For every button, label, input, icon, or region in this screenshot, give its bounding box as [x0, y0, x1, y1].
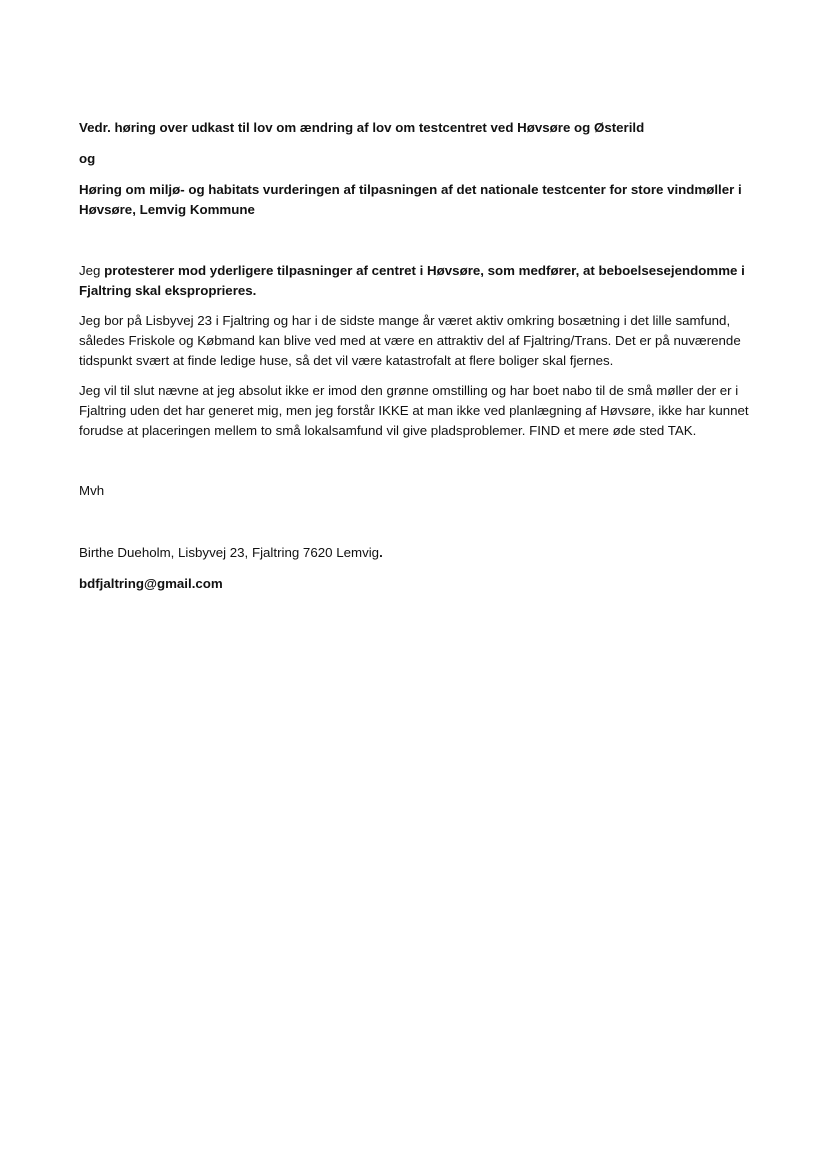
body-paragraph-1: Jeg bor på Lisbyvej 23 i Fjaltring og har i de sidste mange år været aktiv omkring bosætning i det lille samfund, således Friskole og Købmand kan blive ved med at være en attraktiv del af Fjaltring/Trans. Det er på nuværende tidspunkt svært at finde ledige huse, så det vil være katastrofalt at flere boliger skal fjernes.: [79, 313, 741, 368]
sender-email: bdfjaltring@gmail.com: [79, 576, 223, 591]
letter-body: [79, 118, 751, 594]
body-paragraph-2: Jeg vil til slut nævne at jeg absolut ikke er imod den grønne omstilling og har boet nabo til de små møller der er i Fjaltring uden det har generet mig, men jeg forstår IKKE at man ikke ved planlægning af Høvsøre, ikke har kunnet forudse at placeringen mellem to små lokalsamfund vil give pladsproblemer. FIND et mere øde sted TAK.: [79, 383, 749, 438]
sender-info: [79, 543, 751, 563]
subject-line-2: Høring om miljø- og habitats vurderingen af tilpasningen af det nationale testcenter for store vindmøller i Høvsøre, Lemvig Kommune: [79, 182, 742, 217]
sender-period: .: [379, 545, 383, 560]
closing-greeting: Mvh: [79, 483, 105, 498]
sender-address: Birthe Dueholm, Lisbyvej 23, Fjaltring 7620 Lemvig: [79, 545, 380, 560]
protest-statement: protesterer mod yderligere tilpasninger af centret i Høvsøre, som medfører, at beboelsesejendomme i Fjaltring skal eksproprieres.: [79, 263, 745, 298]
protest-paragraph: [79, 261, 751, 301]
conjunction-text: og: [79, 151, 96, 166]
protest-prefix: Jeg: [79, 263, 105, 278]
subject-line-1: Vedr. høring over udkast til lov om ændring af lov om testcentret ved Høvsøre og Østerild: [79, 120, 645, 135]
